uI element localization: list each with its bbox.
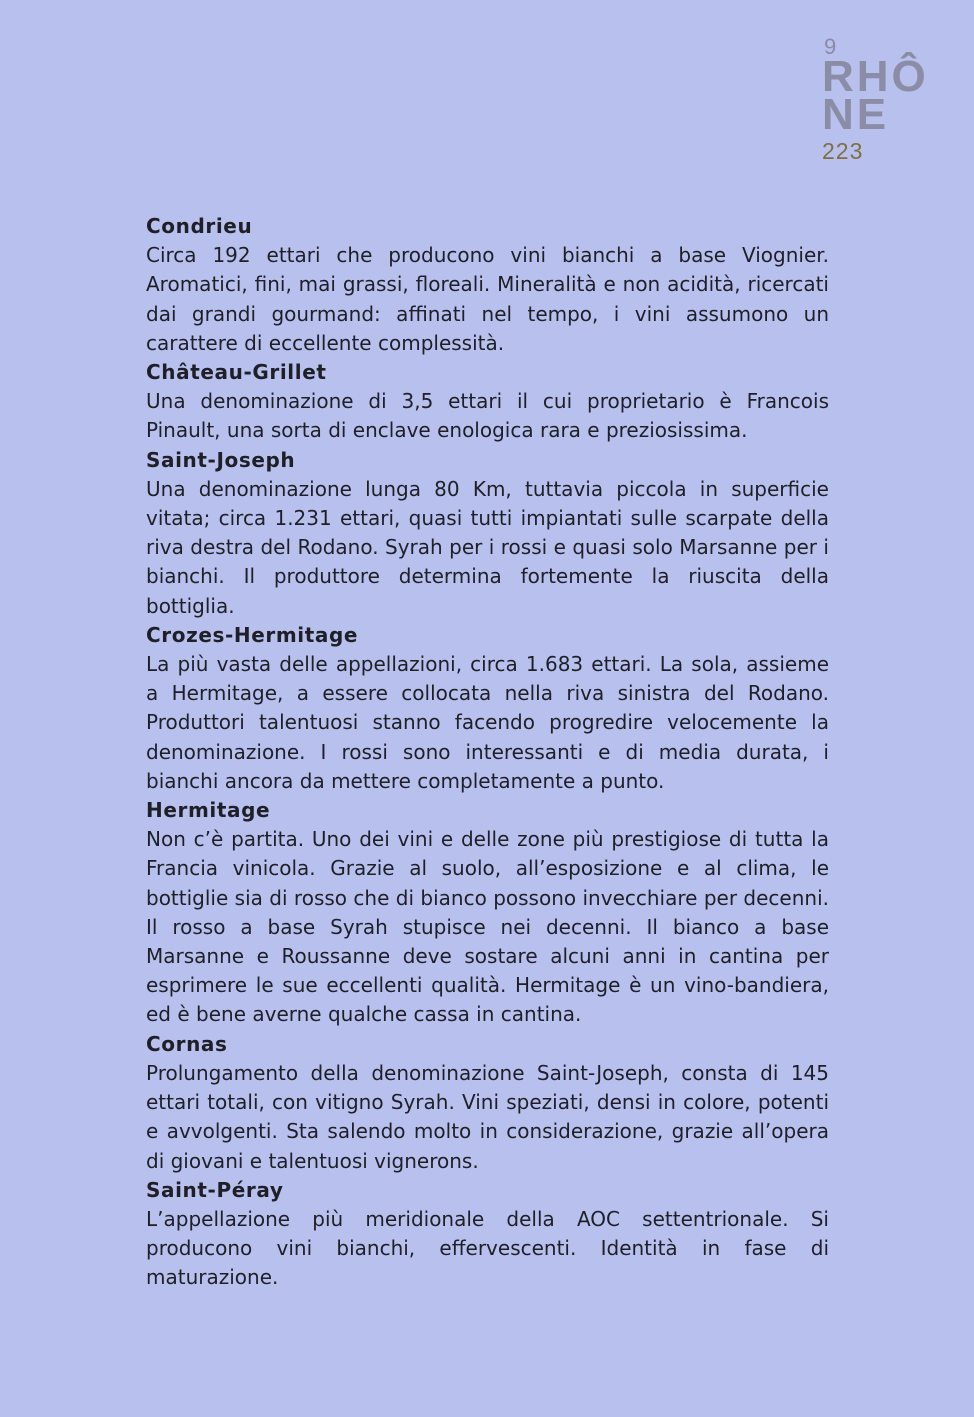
chapter-title-line-1: RHÔ (822, 52, 929, 101)
entry-cornas (146, 1030, 829, 1176)
entry-condrieu (146, 212, 829, 358)
page-number: 223 (822, 138, 864, 164)
appellation-list (146, 212, 829, 1293)
chapter-number: 9 (824, 34, 837, 59)
entry-title: Crozes-Hermitage (146, 622, 359, 647)
entry-title: Saint-Péray (146, 1177, 284, 1202)
entry-text: La più vasta delle appellazioni, circa 1.683 ettari. La sola, assieme a Hermitage, a essere collocata nella riva sinistra del Rodano. Produttori talentuosi stanno facendo progredire velocemente la denominazione. I rossi sono interessanti e di media durata, i bianchi ancora da mettere completamente a punto. (146, 652, 829, 793)
entry-title: Château-Grillet (146, 360, 327, 385)
entry-title: Condrieu (146, 214, 253, 238)
entry-chateau-grillet (146, 358, 829, 446)
entry-text: Una denominazione di 3,5 ettari il cui proprietario è Francois Pinault, una sorta di enclave enologica rara e preziosissima. (146, 389, 829, 443)
entry-title: Saint-Joseph (146, 447, 296, 472)
entry-saint-peray (146, 1176, 829, 1293)
entry-text: L’appellazione più meridionale della AOC settentrionale. Si producono vini bianchi, effervescenti. Identità in fase di maturazione. (146, 1206, 829, 1290)
entry-saint-joseph (146, 446, 829, 621)
entry-text: Prolungamento della denominazione Saint-Joseph, consta di 145 ettari totali, con vitigno Syrah. Vini speziati, densi in colore, potenti e avvolgenti. Sta salendo molto in considerazione, grazie all’opera di giovani e talentuosi vignerons. (146, 1060, 829, 1173)
page-header (822, 36, 952, 164)
entry-text: Circa 192 ettari che producono vini bianchi a base Viognier. Aromatici, fini, mai grassi, floreali. Mineralità e non acidità, ricercati dai grandi gourmand: affinati nel tempo, i vini assumono un carattere di eccellente complessità. (146, 243, 829, 355)
entry-hermitage (146, 796, 829, 1030)
entry-title: Cornas (146, 1031, 228, 1056)
entry-text: Una denominazione lunga 80 Km, tuttavia piccola in superficie vitata; circa 1.231 ettari, quasi tutti impiantati sulle scarpate della riva destra del Rodano. Syrah per i rossi e quasi solo Marsanne per i bianchi. Il produttore determina fortemente la riuscita della bottiglia. (146, 476, 829, 618)
entry-title: Hermitage (146, 798, 271, 823)
entry-text: Non c’è partita. Uno dei vini e delle zone più prestigiose di tutta la Francia vinicola. Grazie al suolo, all’esposizione e al clima, le bottiglie sia di rosso che di bianco possono invecchiare per decenni. Il rosso a base Syrah stupisce nei decenni. Il bianco a base Marsanne e Roussanne deve sostare alcuni anni in cantina per esprimere le sue eccellenti qualità. Hermitage è un vino-bandiera, ed è bene averne qualche cassa in cantina. (146, 827, 829, 1027)
entry-crozes-hermitage (146, 621, 829, 796)
chapter-title-line-2: NE (822, 90, 890, 139)
